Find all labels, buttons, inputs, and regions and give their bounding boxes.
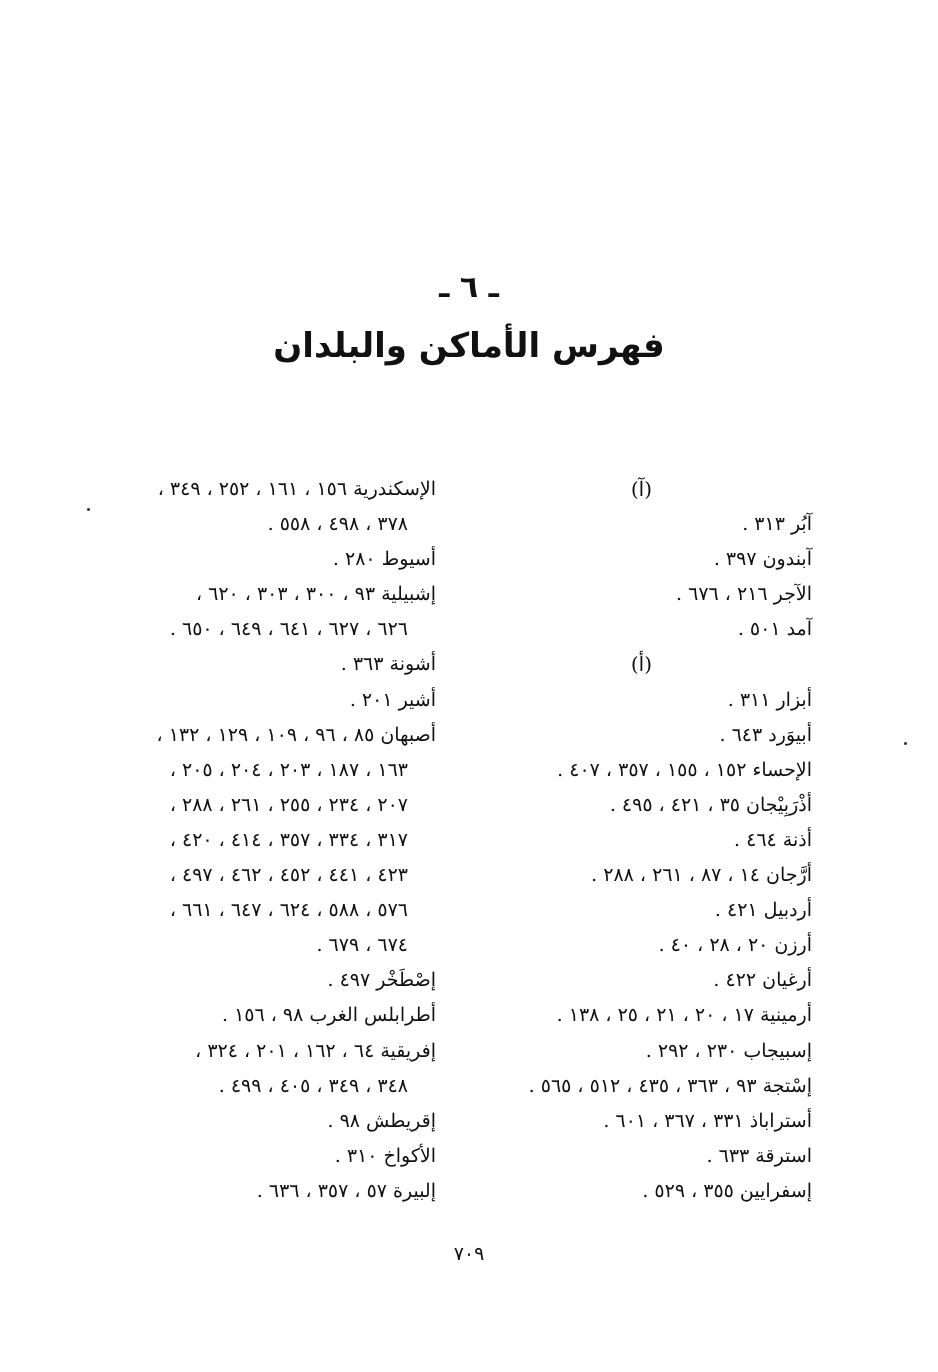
index-entry: الأكواخ ٣١٠ . (334, 1144, 436, 1167)
index-entry: أصبهان ٨٥ ، ٩٦ ، ١٠٩ ، ١٢٩ ، ١٣٢ ، (156, 723, 436, 746)
index-entry: أبيوَرد ٦٤٣ . (719, 723, 812, 746)
index-entry: آمد ٥٠١ . (737, 618, 812, 641)
page-title: فهرس الأماكن والبلدان (273, 326, 665, 366)
index-entry-continuation: ٦٢٦ ، ٦٢٧ ، ٦٤١ ، ٦٤٩ ، ٦٥٠ . (169, 618, 408, 641)
letter-heading: (أ) (630, 652, 652, 677)
index-entry: أسيوط ٢٨٠ . (332, 548, 436, 571)
index-entry: إشبيلية ٩٣ ، ٣٠٠ ، ٣٠٣ ، ٦٢٠ ، (195, 583, 436, 606)
scan-speck (904, 742, 907, 745)
index-entry: إقريطش ٩٨ . (327, 1109, 436, 1132)
index-entry: أرَّجان ١٤ ، ٨٧ ، ٢٦١ ، ٢٨٨ . (591, 864, 812, 887)
index-entry-continuation: ٤٢٣ ، ٤٤١ ، ٤٥٢ ، ٤٦٢ ، ٤٩٧ ، (169, 864, 408, 887)
index-entry: إفريقية ٦٤ ، ١٦٢ ، ٢٠١ ، ٣٢٤ ، (195, 1039, 436, 1062)
index-entry-continuation: ٣١٧ ، ٣٣٤ ، ٣٥٧ ، ٤١٤ ، ٤٢٠ ، (169, 828, 408, 851)
index-entry-continuation: ٣٤٨ ، ٣٤٩ ، ٤٠٥ ، ٤٩٩ . (218, 1074, 408, 1097)
index-entry: استرقة ٦٣٣ . (706, 1144, 812, 1167)
index-entry: أطرابلس الغرب ٩٨ ، ١٥٦ . (221, 1004, 436, 1027)
index-entry: إلبيرة ٥٧ ، ٣٥٧ ، ٦٣٦ . (256, 1179, 436, 1202)
scan-speck (87, 508, 90, 511)
index-entry: أرزن ٢٠ ، ٢٨ ، ٤٠ . (658, 934, 812, 957)
index-entry: أبزار ٣١١ . (727, 688, 812, 711)
index-entry: أشونة ٣٦٣ . (340, 653, 436, 676)
section-number: ـ ٦ ـ (439, 270, 499, 305)
index-entry: الإحساء ١٥٢ ، ١٥٥ ، ٣٥٧ ، ٤٠٧ . (557, 758, 812, 781)
index-entry: أرغيان ٤٢٢ . (713, 969, 812, 992)
index-entry-continuation: ١٦٣ ، ١٨٧ ، ٢٠٣ ، ٢٠٤ ، ٢٠٥ ، (169, 758, 408, 781)
index-entry: أذْرَبِيْجان ٣٥ ، ٤٢١ ، ٤٩٥ . (609, 793, 812, 816)
letter-heading: (آ) (630, 477, 652, 501)
index-entry: إصْطَخْر ٤٩٧ . (327, 969, 436, 992)
right-index-column (492, 472, 812, 1209)
index-entry: أردبيل ٤٢١ . (714, 899, 812, 922)
index-entry: إسْتجة ٩٣ ، ٣٦٣ ، ٤٣٥ ، ٥١٢ ، ٥٦٥ . (528, 1074, 812, 1097)
index-entry: الإسكندرية ١٥٦ ، ١٦١ ، ٢٥٢ ، ٣٤٩ ، (157, 478, 436, 500)
index-entry: إسبيجاب ٢٣٠ ، ٢٩٢ . (645, 1039, 812, 1062)
index-entry: إسفرايين ٣٥٥ ، ٥٢٩ . (642, 1179, 812, 1202)
page-number: ٧٠٩ (453, 1243, 485, 1265)
index-entry: أشير ٢٠١ . (349, 688, 436, 711)
index-entry: آبندون ٣٩٧ . (713, 548, 812, 571)
index-entry: أستراباذ ٣٣١ ، ٣٦٧ ، ٦٠١ . (603, 1109, 812, 1132)
index-entry-continuation: ٥٧٦ ، ٥٨٨ ، ٦٢٤ ، ٦٤٧ ، ٦٦١ ، (169, 899, 408, 922)
index-entry-continuation: ٣٧٨ ، ٤٩٨ ، ٥٥٨ . (267, 513, 408, 536)
index-entry-continuation: ٦٧٤ ، ٦٧٩ . (316, 934, 408, 957)
index-entry: أذنة ٤٦٤ . (734, 828, 812, 851)
index-entry: آبُر ٣١٣ . (742, 513, 812, 536)
left-index-column (96, 472, 436, 1209)
index-entry: الآجر ٢١٦ ، ٦٧٦ . (676, 583, 812, 606)
index-entry-continuation: ٢٠٧ ، ٢٣٤ ، ٢٥٥ ، ٢٦١ ، ٢٨٨ ، (169, 793, 408, 816)
index-entry: أرمينية ١٧ ، ٢٠ ، ٢١ ، ٢٥ ، ١٣٨ . (556, 1004, 812, 1027)
